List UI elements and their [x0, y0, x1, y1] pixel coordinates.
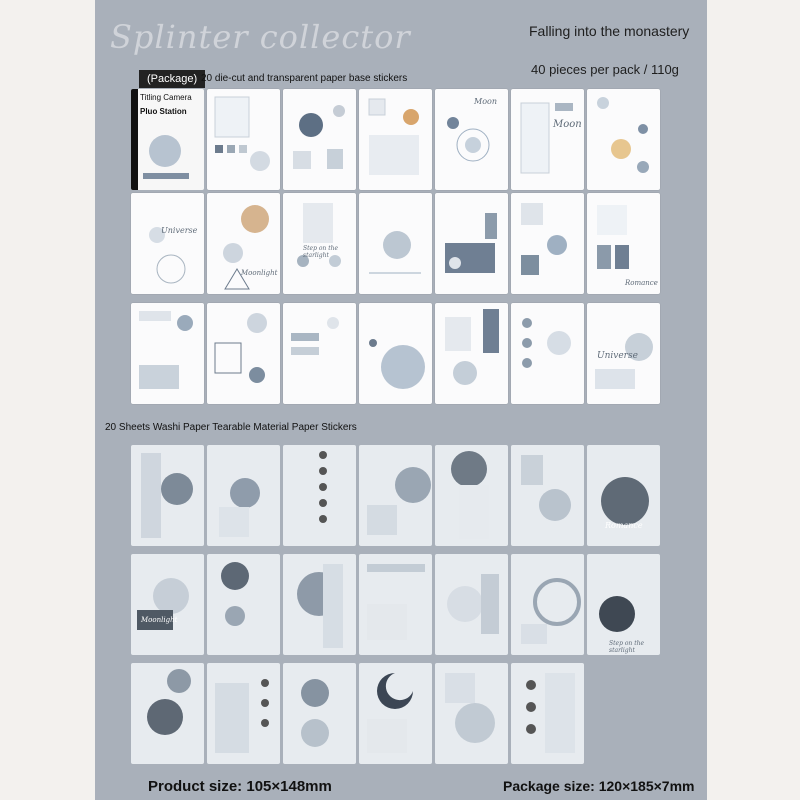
product-subtitle: Falling into the monastery: [529, 23, 690, 39]
sticker-text: Moon: [474, 97, 497, 106]
sticker-card: [587, 193, 660, 294]
sticker-card: [207, 303, 280, 404]
product-size: Product size: 105×148mm: [148, 778, 332, 795]
washi-card: [131, 445, 204, 546]
brand-watermark: Splinter collector: [110, 18, 411, 56]
sticker-card: [283, 89, 356, 190]
washi-card: [207, 554, 280, 655]
washi-card: [207, 663, 280, 764]
sticker-text: Moonlight: [241, 269, 278, 277]
washi-card: [359, 445, 432, 546]
sticker-card: [283, 193, 356, 294]
sticker-card: [359, 303, 432, 404]
card-title: Titling Camera: [140, 93, 192, 102]
sticker-card: [359, 89, 432, 190]
sticker-card: [587, 303, 660, 404]
washi-card: [511, 554, 584, 655]
washi-card: [587, 445, 660, 546]
washi-card: [435, 445, 508, 546]
washi-card: [435, 663, 508, 764]
washi-text: Step on the starlight: [609, 640, 645, 654]
washi-card: [283, 554, 356, 655]
sticker-text: Universe: [161, 226, 198, 235]
section2-label: 20 Sheets Washi Paper Tearable Material Paper Stickers: [105, 422, 357, 433]
washi-card: [359, 663, 432, 764]
washi-card: [283, 445, 356, 546]
section1-label: 20 die-cut and transparent paper base stickers: [201, 73, 408, 84]
package-tag: (Package): [139, 70, 205, 88]
washi-card: [511, 663, 584, 764]
washi-text: Moonlight: [141, 616, 178, 624]
sticker-card: [511, 303, 584, 404]
sticker-text: Universe: [597, 351, 638, 361]
washi-card: [283, 663, 356, 764]
washi-card: [359, 554, 432, 655]
washi-card: [131, 554, 204, 655]
sticker-card: [131, 193, 204, 294]
washi-card: [511, 445, 584, 546]
washi-text: Romance: [605, 521, 643, 530]
sticker-text: Romance: [625, 279, 658, 287]
sticker-card: [511, 193, 584, 294]
sticker-card: [511, 89, 584, 190]
sticker-card: [435, 89, 508, 190]
sticker-text: Step on the starlight: [303, 245, 339, 259]
washi-card: [207, 445, 280, 546]
sticker-card: [435, 303, 508, 404]
sticker-card: [435, 193, 508, 294]
sticker-card: [207, 89, 280, 190]
washi-card: [131, 663, 204, 764]
package-spec: 40 pieces per pack / 110g: [531, 62, 679, 77]
sticker-card: [359, 193, 432, 294]
sticker-card: [131, 303, 204, 404]
sticker-card: [283, 303, 356, 404]
washi-card: [435, 554, 508, 655]
product-panel: [95, 0, 707, 800]
card-subtitle: Pluo Station: [140, 107, 187, 116]
sticker-card: [207, 193, 280, 294]
washi-card: [587, 554, 660, 655]
package-size: Package size: 120×185×7mm: [503, 778, 695, 794]
sticker-card: [131, 89, 204, 190]
sticker-card: [587, 89, 660, 190]
sticker-text: Moon: [553, 119, 582, 130]
